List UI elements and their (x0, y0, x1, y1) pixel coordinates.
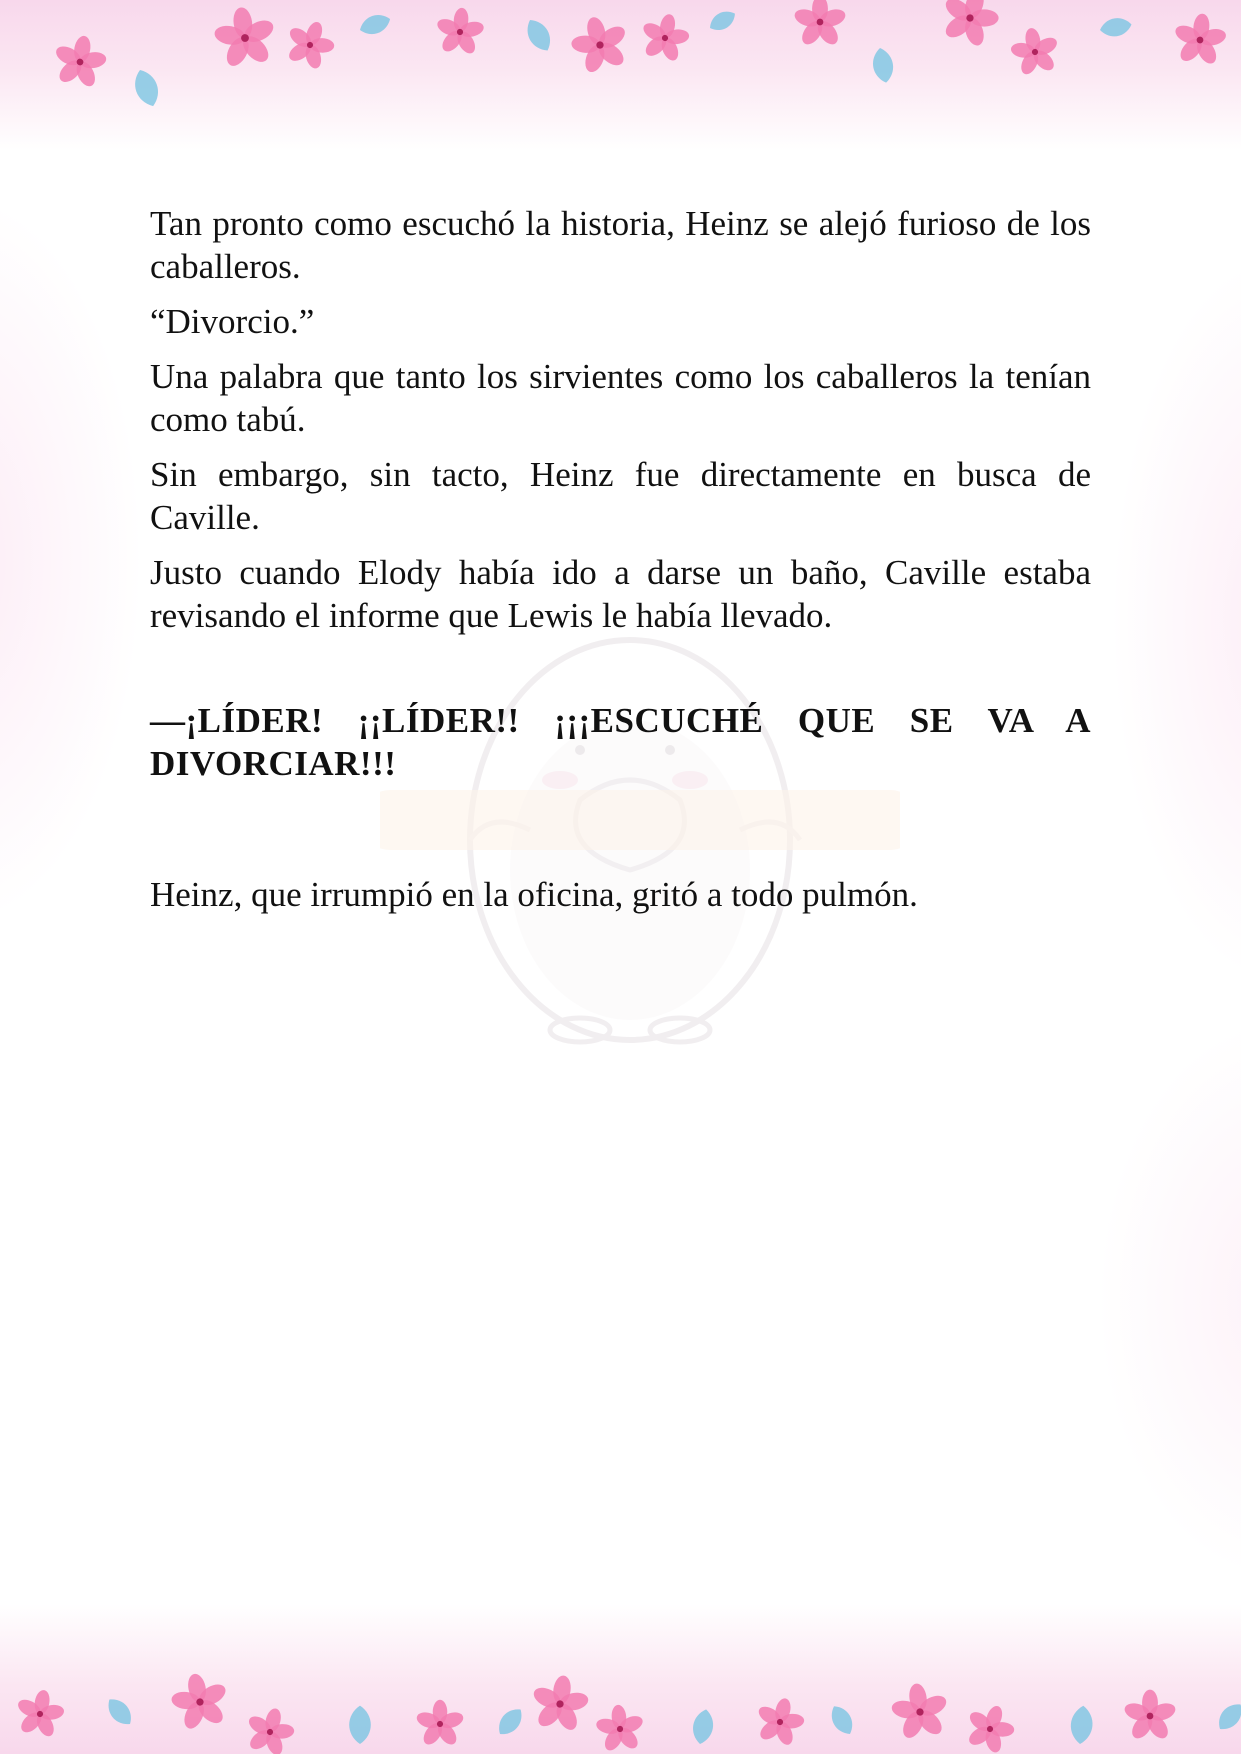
paragraph-2: “Divorcio.” (150, 302, 315, 341)
paragraph-4: Sin embargo, sin tacto, Heinz fue directamente en busca de Caville. (150, 455, 1091, 537)
leaf-icon (1069, 1705, 1094, 1745)
leaf-icon (493, 1704, 527, 1740)
floral-border-top (0, 0, 1241, 150)
flower-icon (1170, 11, 1230, 69)
flower-icon (433, 6, 488, 58)
flower-border-top-icon (0, 0, 1241, 150)
flower-icon (1122, 1690, 1177, 1742)
leaf-icon (870, 46, 896, 84)
flower-icon (958, 1698, 1022, 1754)
leaf-icon (1098, 16, 1133, 39)
leaf-icon (1213, 1699, 1241, 1735)
leaf-icon (690, 1708, 716, 1746)
leaf-icon (130, 66, 163, 109)
flower-icon (1006, 24, 1064, 80)
story-text (150, 202, 1091, 928)
flower-icon (209, 3, 281, 73)
flower-icon (933, 0, 1007, 54)
leaf-icon (706, 7, 739, 35)
flower-icon (564, 10, 636, 80)
flower-icon (415, 1700, 466, 1748)
shout-dialogue: —¡LÍDER! ¡¡LÍDER!! ¡¡¡ESCUCHÉ QUE SE VA A DIVORCIAR!!! (150, 701, 1091, 783)
flower-icon (48, 31, 111, 92)
flower-icon (750, 1692, 811, 1751)
leaf-icon (349, 1706, 371, 1744)
closing-paragraph: Heinz, que irrumpió en la oficina, gritó a todo pulmón. (150, 875, 918, 914)
floral-border-bottom (0, 1604, 1241, 1754)
paragraph-1: Tan pronto como escuchó la historia, Heinz se alejó furioso de los caballeros. (150, 204, 1091, 286)
flower-icon (11, 1686, 69, 1742)
leaf-icon (103, 1694, 137, 1730)
flower-icon (527, 1672, 594, 1737)
flower-icon (792, 0, 847, 48)
flower-icon (239, 1702, 300, 1754)
flower-icon (593, 1703, 648, 1754)
flower-icon (886, 1680, 953, 1745)
paragraph-3: Una palabra que tanto los sirvientes como los caballeros la tenían como tabú. (150, 357, 1091, 439)
paragraph-5: Justo cuando Elody había ido a darse un baño, Caville estaba revisando el informe que Lewis le había llevado. (150, 553, 1091, 635)
leaf-icon (521, 15, 556, 55)
leaf-icon (826, 1702, 858, 1739)
flower-icon (635, 9, 694, 66)
leaf-icon (357, 11, 393, 39)
flower-icon (278, 14, 342, 76)
flower-border-bottom-icon (0, 1604, 1241, 1754)
flower-icon (165, 1668, 235, 1736)
